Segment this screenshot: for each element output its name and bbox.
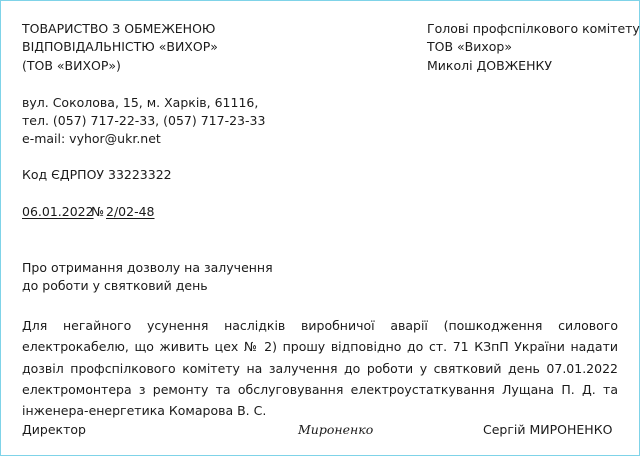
signature-full-name: Сергій МИРОНЕНКО xyxy=(483,422,613,437)
recipient-line1: Голові профспілкового комітету xyxy=(427,21,640,36)
sender-edrpou: Код ЄДРПОУ 33223322 xyxy=(22,167,172,182)
sender-phones: тел. (057) 717-22-33, (057) 717-23-33 xyxy=(22,113,266,128)
document-date: 06.01.2022 xyxy=(22,204,94,219)
handwritten-signature: Мироненко xyxy=(298,422,374,437)
subject-line1: Про отримання дозволу на залучення xyxy=(22,260,273,275)
subject-line2: до роботи у святковий день xyxy=(22,278,208,293)
sender-email: e-mail: vyhor@ukr.net xyxy=(22,131,161,146)
sender-name-line2: ВІДПОВІДАЛЬНІСТЮ «ВИХОР» xyxy=(22,39,218,54)
sender-name-line3: (ТОВ «ВИХОР») xyxy=(22,58,121,73)
sender-address: вул. Соколова, 15, м. Харків, 61116, xyxy=(22,95,259,110)
recipient-line3: Миколі ДОВЖЕНКУ xyxy=(427,58,552,73)
sender-name-line1: ТОВАРИСТВО З ОБМЕЖЕНОЮ xyxy=(22,21,216,36)
document-number-label: № xyxy=(91,204,105,219)
signature-position: Директор xyxy=(22,422,86,437)
document-number: 2/02-48 xyxy=(106,204,155,219)
letter-body: Для негайного усунення наслідків виробничої аварії (пошкодження силового електрокабелю, що живить цех № 2) прошу відповідно до ст. 71 КЗпП України надати дозвіл профспілкового комітету на залучення до роботи у святковий день 07.01.2022 електромонтера з ремонту та обслуговування електроустаткування Лущана П. Д. та інженера-енергетика Комарова В. С. xyxy=(22,318,618,419)
recipient-line2: ТОВ «Вихор» xyxy=(427,39,512,54)
